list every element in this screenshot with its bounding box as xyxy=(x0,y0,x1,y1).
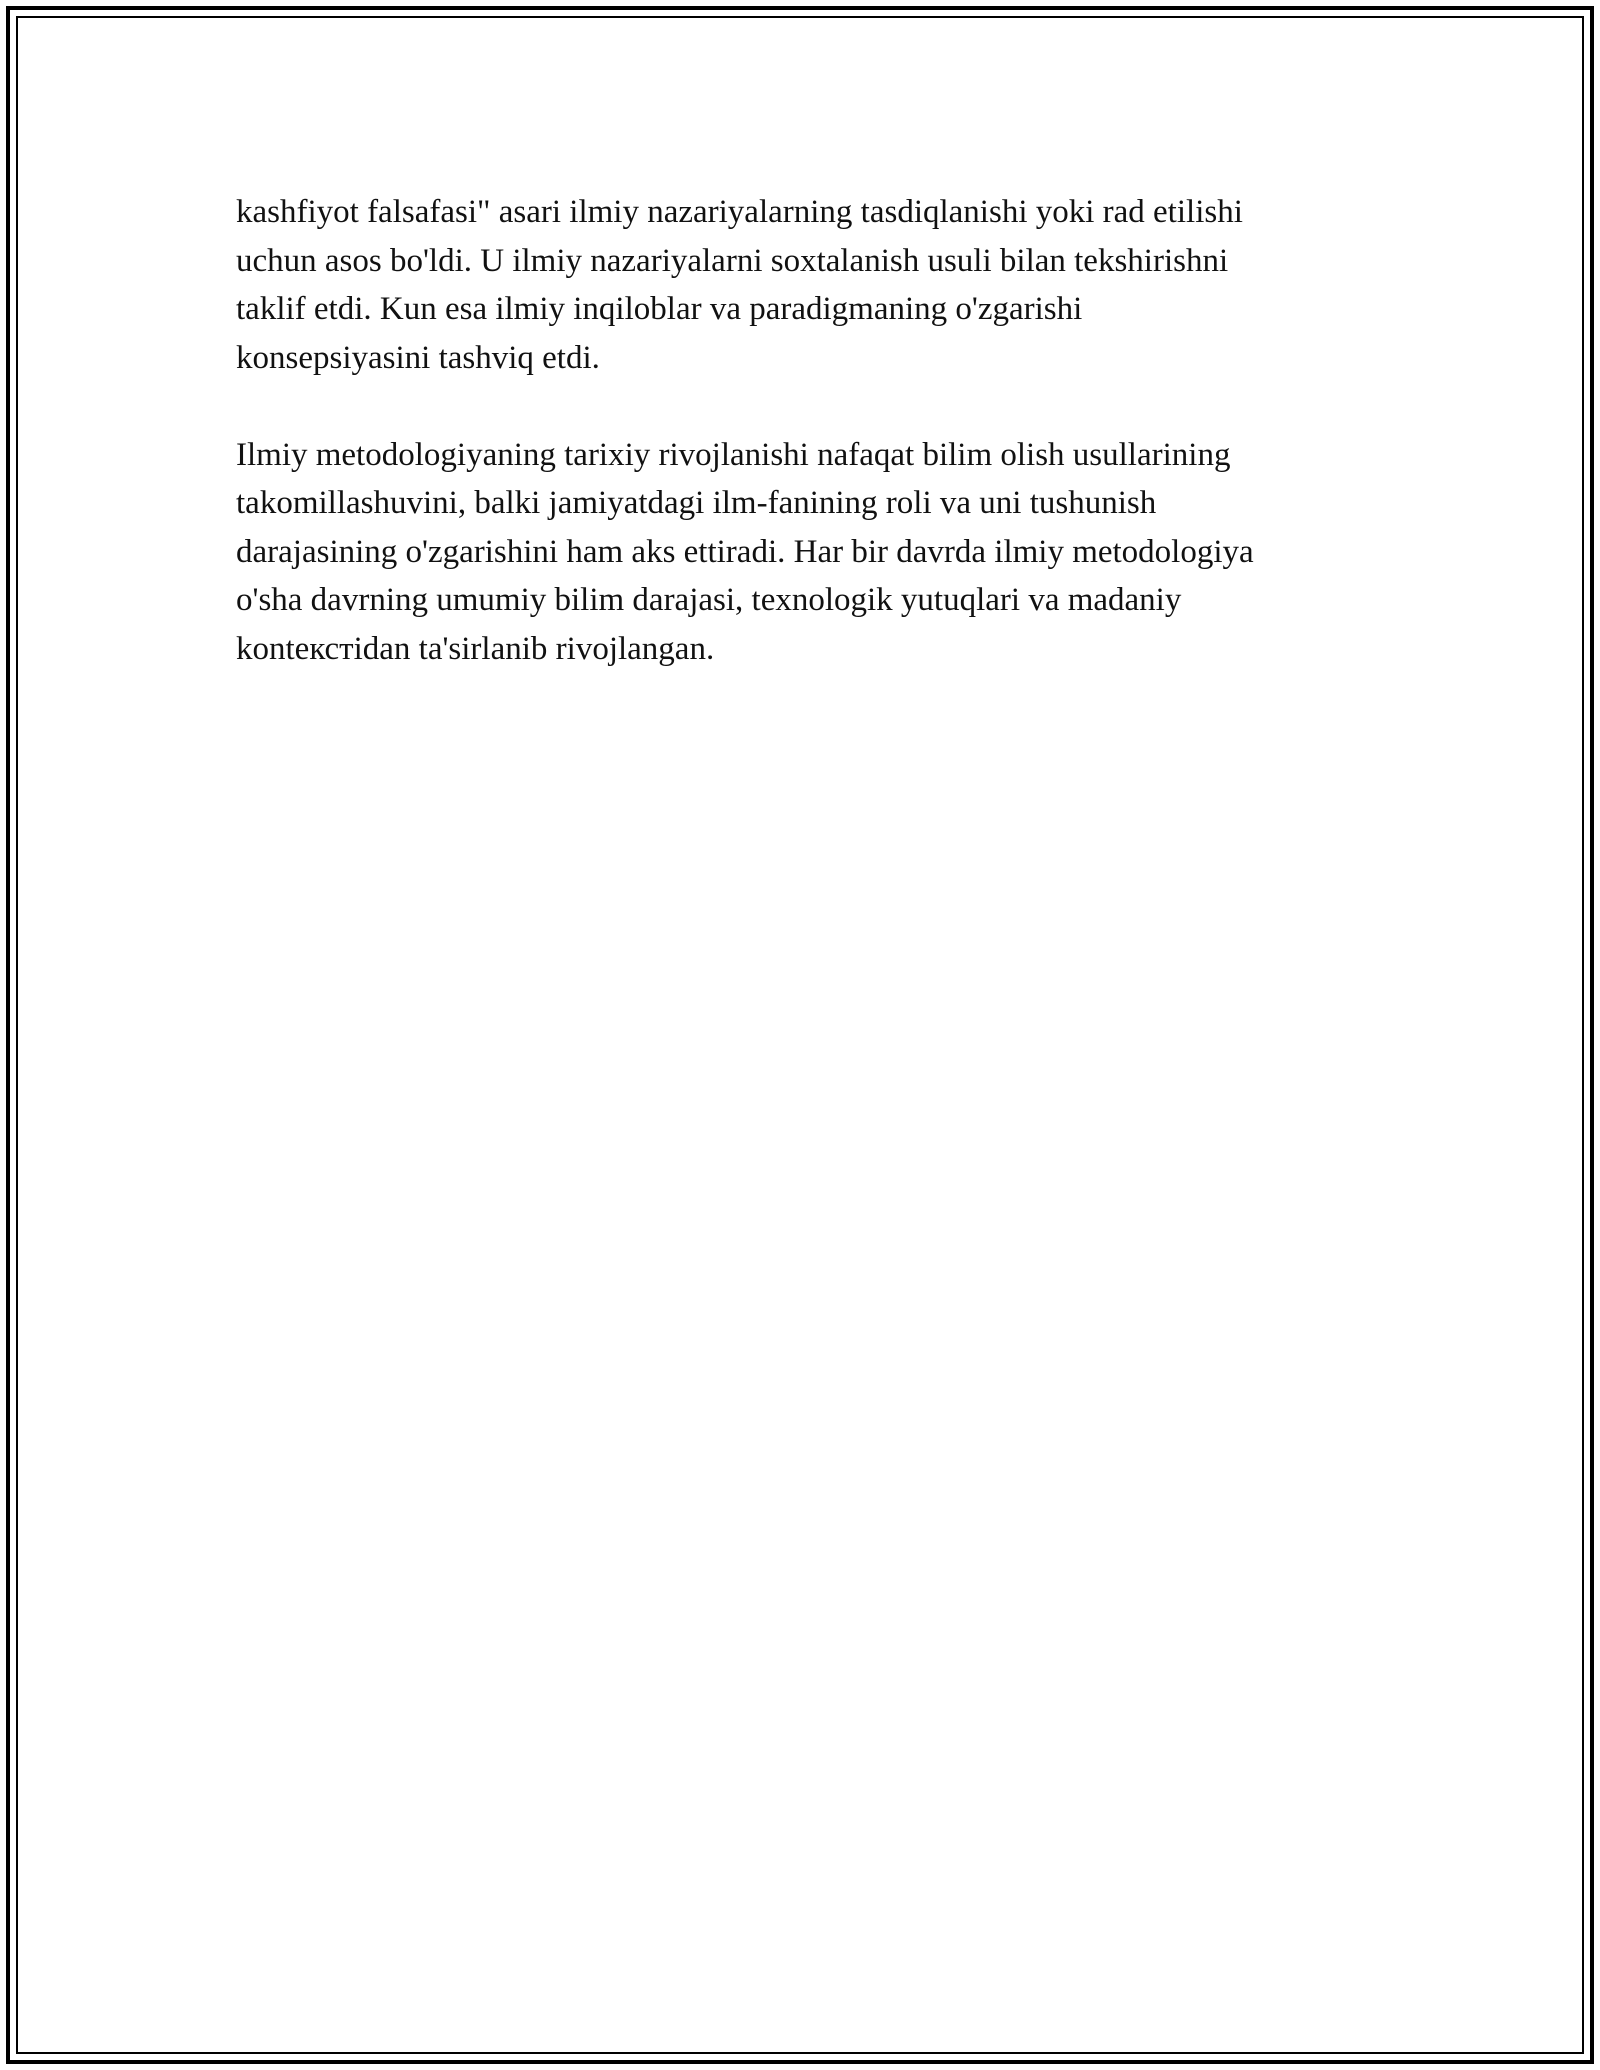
paragraph-1: kashfiyot falsafasi" asari ilmiy nazariyalarning tasdiqlanishi yoki rad etilishi uchun asos bo'ldi. U ilmiy nazariyalarni soxtalanish usuli bilan tekshirishni taklif etdi. Kun esa ilmiy inqiloblar va paradigmaning o'zgarishi konsepsiyasini tashviq etdi. xyxy=(236,194,1243,376)
document-body xyxy=(236,188,1396,722)
paragraph-2: Ilmiy metodologiyaning tarixiy rivojlanishi nafaqat bilim olish usullarining takomillashuvini, balki jamiyatdagi ilm-fanining roli va uni tushunish darajasining o'zgarishini ham aks ettiradi. Har bir davrda ilmiy metodologiya o'sha davrning umumiy bilim darajasi, texnologik yutuqlari va madaniy kontекстidan ta'sirlanib rivojlangan. xyxy=(236,436,1254,667)
